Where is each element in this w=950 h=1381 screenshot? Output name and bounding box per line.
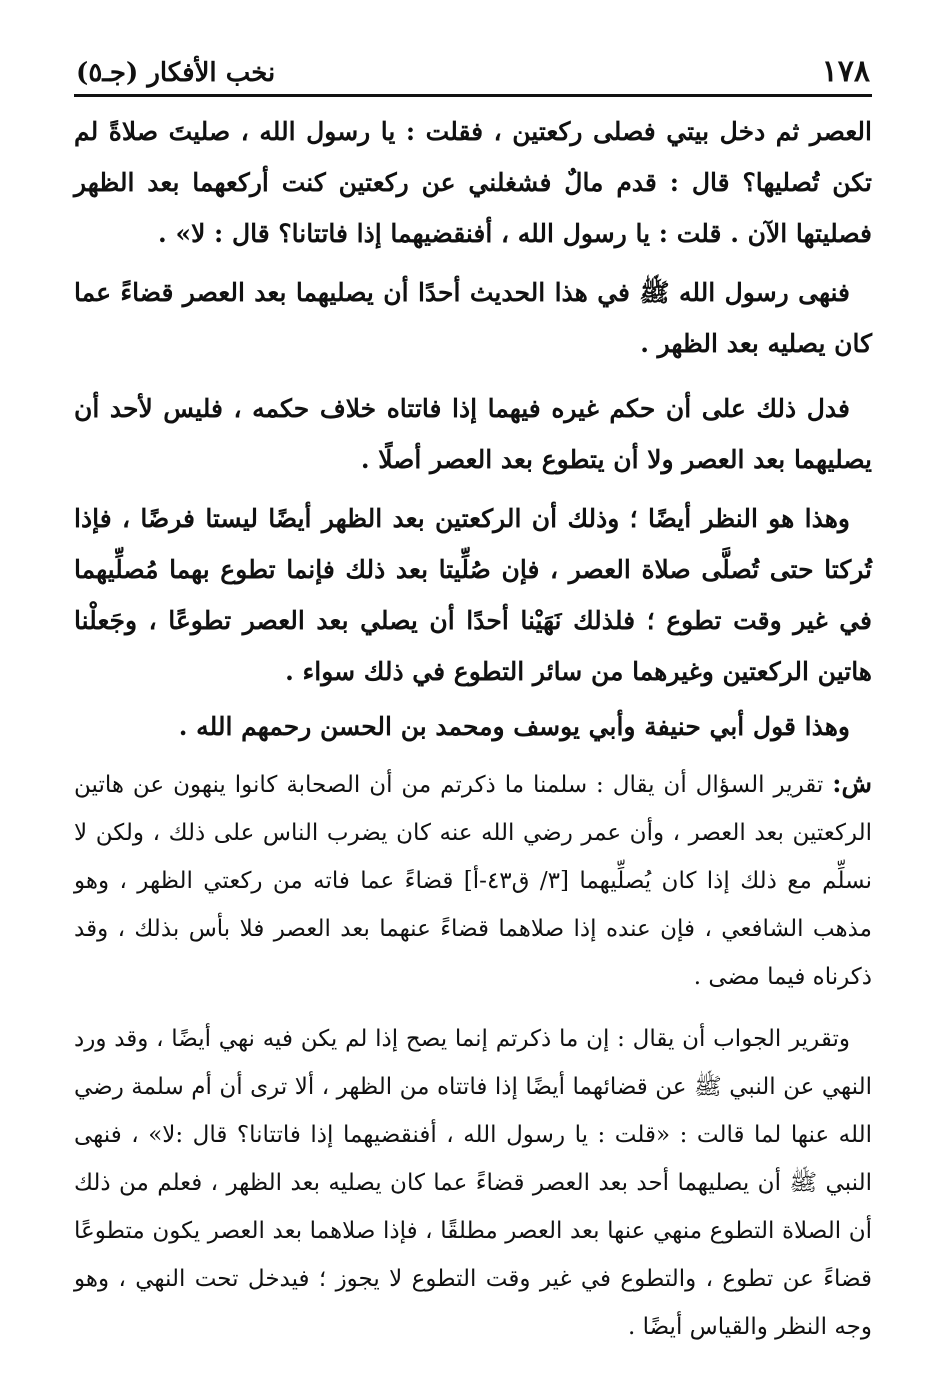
explanation-paragraph: فنهى رسول الله ﷺ في هذا الحديث أحدًا أن يصليهما بعد العصر قضاءً عما كان يصليه بعد الظهر . — [74, 278, 872, 358]
explanation-paragraph: وهذا قول أبي حنيفة وأبي يوسف ومحمد بن الحسن رحمهم الله . — [178, 712, 850, 741]
hadith-paragraph: العصر ثم دخل بيتي فصلى ركعتين ، فقلت : يا رسول الله ، صليتَ صلاةً لم تكن تُصليها؟ قال : قدم مالٌ فشغلني عن ركعتين كنت أركعهما بعد الظهر فصليتها الآن . قلت : يا رسول الله ، أفنقضيهما إذا فاتتانا؟ قال : لا» . — [74, 117, 872, 248]
commentary-marker: ش: — [832, 769, 873, 798]
explanation-paragraph: وهذا هو النظر أيضًا ؛ وذلك أن الركعتين بعد الظهر أيضًا ليستا فرضًا ، فإذا تُركتا حتى تُصلَّى صلاة العصر ، فإن صُلِّيتا بعد ذلك فإنما تطوع بهما مُصلِّيهما في غير وقت تطوع ؛ فلذلك نَهَيْنا أحدًا أن يصلي بعد العصر تطوعًا ، وجَعلْنا هاتين الركعتين وغيرهما من سائر التطوع في ذلك سواء . — [74, 504, 872, 686]
commentary-paragraph: وتقرير الجواب أن يقال : إن ما ذكرتم إنما يصح إذا لم يكن فيه نهي أيضًا ، وقد ورد النهي عن النبي ﷺ عن قضائهما أيضًا إذا فاتتاه من الظهر ، ألا ترى أن أم سلمة رضي الله عنها لما قالت : «قلت : يا رسول الله ، أفنقضيهما إذا فاتتانا؟ قال :لا» ، فنهى النبي ﷺ أن يصليهما أحد بعد العصر قضاءً عما كان يصليه بعد الظهر ، فعلم من ذلك أن الصلاة التطوع منهي عنها بعد العصر مطلقًا ، فإذا صلاهما بعد العصر يكون متطوعًا قضاءً عن تطوع ، والتطوع في غير وقت التطوع لا يجوز ؛ فيدخل تحت النهي ، وهو وجه النظر والقياس أيضًا . — [74, 1026, 872, 1340]
book-title: نخب الأفكار (جـ٥) — [76, 58, 276, 88]
header-rule — [74, 94, 872, 97]
page-header — [74, 52, 872, 98]
commentary-paragraph — [74, 760, 872, 1001]
commentary-text: تقرير السؤال أن يقال : سلمنا ما ذكرتم من أن الصحابة كانوا ينهون عن هاتين الركعتين بعد العصر ، وأن عمر رضي الله عنه كان يضرب الناس على ذلك ، ولكن لا نسلِّم مع ذلك إذا كان يُصلِّيهما [٣/ ق٤٣-أ] قضاءً عما فاته من ركعتي الظهر ، وهو مذهب الشافعي ، فإن عنده إذا صلاهما قضاءً عنهما بعد العصر فلا بأس بذلك ، وقد ذكرناه فيما مضى . — [74, 772, 872, 990]
explanation-paragraph: فدل ذلك على أن حكم غيره فيهما إذا فاتتاه خلاف حكمه ، فليس لأحد أن يصليهما بعد العصر ولا أن يتطوع بعد العصر أصلًا . — [74, 394, 872, 474]
page-content — [74, 106, 872, 1351]
page-number: ١٧٨ — [821, 54, 870, 89]
book-page — [74, 52, 872, 1342]
